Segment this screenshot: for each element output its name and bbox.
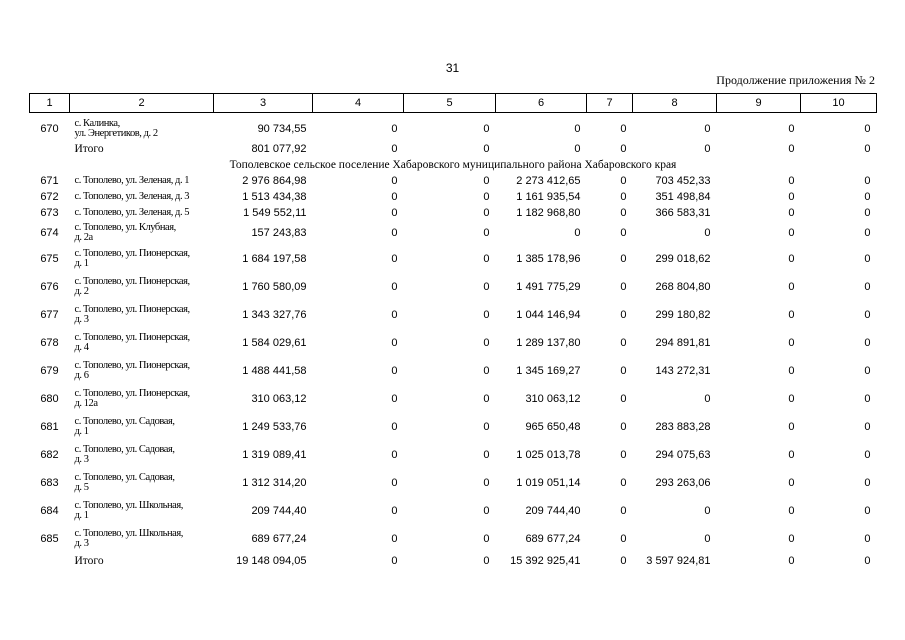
table-row [30,385,877,413]
address-line: с. Калинка, [74,118,120,129]
address-line: с. Тополево, ул. Зеленая, д. 5 [74,207,190,218]
address-line: д. 3 [74,314,89,325]
address-cell [70,385,214,413]
address-line: д. 3 [74,538,89,549]
value-cell: 157 243,83 [251,227,307,239]
value-cell: 0 [864,191,871,203]
value-cell: 1 343 327,76 [242,309,307,321]
address-cell [70,441,214,469]
value-cell: 0 [391,449,398,461]
address-line: с. Тополево, ул. Пионерская, [74,360,190,371]
value-cell: 0 [574,123,581,135]
value-cell: 0 [788,309,795,321]
value-cell: 0 [483,227,490,239]
value-cell: 0 [391,253,398,265]
address-cell [70,173,214,189]
value-cell: 2 976 864,98 [242,175,307,187]
value-cell: 0 [620,533,627,545]
address-line: д. 1 [74,426,89,437]
address-line: д. 2а [74,232,93,243]
value-cell: 0 [788,477,795,489]
value-cell: 351 498,84 [655,191,711,203]
value-cell: 0 [788,449,795,461]
table-row [30,221,877,245]
value-cell: 1 289 137,80 [516,337,581,349]
row-number [30,141,70,157]
table-row [30,245,877,273]
column-header: 3 [214,94,313,113]
value-cell: 283 883,28 [655,421,711,433]
table-row [30,357,877,385]
table-row [30,329,877,357]
value-cell: 0 [483,393,490,405]
address-line: д. 6 [74,370,89,381]
value-cell: 0 [391,191,398,203]
table-row [30,301,877,329]
column-header: 4 [313,94,404,113]
row-number: 674 [40,227,59,239]
value-cell: 0 [620,477,627,489]
value-cell: 965 650,48 [525,421,581,433]
value-cell: 0 [483,365,490,377]
appendix-table [29,93,877,569]
value-cell: 19 148 094,05 [236,555,307,567]
value-cell: 0 [483,175,490,187]
value-cell: 294 075,63 [655,449,711,461]
value-cell: 0 [788,421,795,433]
row-number: 682 [40,449,59,461]
address-line: с. Тополево, ул. Пионерская, [74,248,190,259]
value-cell: 1 182 968,80 [516,207,581,219]
value-cell: 0 [620,365,627,377]
value-cell: 0 [788,337,795,349]
value-cell: 0 [620,207,627,219]
address-line: ул. Энергетиков, д. 2 [74,128,158,139]
continuation-label: Продолжение приложения № 2 [716,73,875,87]
table-row [30,173,877,189]
address-cell [70,273,214,301]
value-cell: 0 [788,393,795,405]
address-line: с. Тополево, ул. Садовая, [74,416,175,427]
value-cell: 0 [620,253,627,265]
value-cell: 0 [788,207,795,219]
value-cell: 0 [391,421,398,433]
address-cell [70,301,214,329]
value-cell: 0 [788,175,795,187]
value-cell: 1 491 775,29 [516,281,581,293]
value-cell: 0 [620,143,627,155]
address-cell [70,245,214,273]
address-line: д. 1 [74,258,89,269]
address-line: с. Тополево, ул. Пионерская, [74,332,190,343]
value-cell: 0 [483,191,490,203]
value-cell: 0 [483,477,490,489]
value-cell: 1 345 169,27 [516,365,581,377]
value-cell: 0 [391,309,398,321]
value-cell: 0 [391,505,398,517]
column-header: 5 [404,94,496,113]
value-cell: 0 [704,505,711,517]
address-line: с. Тополево, ул. Зеленая, д. 1 [74,175,190,186]
value-cell: 1 385 178,96 [516,253,581,265]
value-cell: 0 [704,227,711,239]
value-cell: 0 [620,281,627,293]
address-line: с. Тополево, ул. Пионерская, [74,276,190,287]
value-cell: 1 488 441,58 [242,365,307,377]
table-body [30,113,877,570]
table-row [30,525,877,553]
value-cell: 209 744,40 [525,505,581,517]
value-cell: 0 [483,555,490,567]
value-cell: 0 [483,505,490,517]
value-cell: 90 734,55 [257,123,307,135]
row-number: 679 [40,365,59,377]
value-cell: 0 [391,143,398,155]
value-cell: 143 272,31 [655,365,711,377]
value-cell: 0 [620,191,627,203]
value-cell: 1 044 146,94 [516,309,581,321]
value-cell: 0 [788,253,795,265]
value-cell: 0 [864,227,871,239]
row-number: 676 [40,281,59,293]
value-cell: 15 392 925,41 [510,555,581,567]
value-cell: 0 [391,365,398,377]
value-cell: 1 019 051,14 [516,477,581,489]
value-cell: 703 452,33 [655,175,711,187]
row-number: 675 [40,253,59,265]
value-cell: 1 584 029,61 [242,337,307,349]
table-row [30,189,877,205]
value-cell: 0 [483,309,490,321]
address-line: с. Тополево, ул. Садовая, [74,472,175,483]
value-cell: 1 684 197,58 [242,253,307,265]
column-header: 1 [30,94,70,113]
table-row [30,469,877,497]
value-cell: 0 [483,143,490,155]
value-cell: 0 [574,227,581,239]
address-cell [70,205,214,221]
column-header: 10 [801,94,877,113]
value-cell: 0 [620,421,627,433]
value-cell: 0 [864,533,871,545]
value-cell: 0 [620,175,627,187]
value-cell: 0 [864,449,871,461]
section-header-row [30,157,877,173]
row-number: 680 [40,393,59,405]
value-cell: 0 [483,449,490,461]
value-cell: 2 273 412,65 [516,175,581,187]
value-cell: 294 891,81 [655,337,711,349]
value-cell: 293 263,06 [655,477,711,489]
table-row [30,497,877,525]
address-cell [70,469,214,497]
column-header: 6 [496,94,587,113]
value-cell: 268 804,80 [655,281,711,293]
value-cell: 0 [483,533,490,545]
value-cell: 0 [864,281,871,293]
address-line: д. 1 [74,510,89,521]
value-cell: 310 063,12 [525,393,581,405]
value-cell: 0 [620,449,627,461]
address-line: д. 4 [74,342,89,353]
address-line: д. 5 [74,482,89,493]
row-number: 683 [40,477,59,489]
total-label: Итого [74,555,104,567]
row-number: 681 [40,421,59,433]
value-cell: 0 [391,533,398,545]
table-row [30,441,877,469]
value-cell: 0 [864,123,871,135]
value-cell: 0 [864,337,871,349]
value-cell: 0 [864,143,871,155]
value-cell: 0 [864,555,871,567]
value-cell: 0 [483,421,490,433]
value-cell: 0 [704,143,711,155]
value-cell: 0 [620,227,627,239]
row-number: 672 [40,191,59,203]
value-cell: 0 [788,143,795,155]
row-number [30,553,70,569]
value-cell: 0 [864,365,871,377]
table-row [30,273,877,301]
value-cell: 0 [704,393,711,405]
value-cell: 0 [483,253,490,265]
address-cell [70,357,214,385]
header-row [30,94,877,113]
address-line: с. Тополево, ул. Школьная, [74,500,183,511]
value-cell: 0 [391,337,398,349]
value-cell: 0 [620,123,627,135]
value-cell: 0 [864,309,871,321]
value-cell: 0 [391,393,398,405]
value-cell: 0 [788,555,795,567]
value-cell: 0 [391,123,398,135]
value-cell: 0 [620,505,627,517]
value-cell: 299 018,62 [655,253,711,265]
row-number: 670 [40,123,59,135]
row-number: 678 [40,337,59,349]
address-cell [70,413,214,441]
row-number: 685 [40,533,59,545]
value-cell: 0 [483,337,490,349]
value-cell: 0 [483,207,490,219]
value-cell: 0 [788,123,795,135]
address-line: с. Тополево, ул. Клубная, [74,222,176,233]
value-cell: 0 [483,281,490,293]
value-cell: 0 [704,533,711,545]
value-cell: 0 [620,309,627,321]
column-header: 7 [587,94,633,113]
value-cell: 0 [864,421,871,433]
address-line: с. Тополево, ул. Пионерская, [74,304,190,315]
address-line: с. Тополево, ул. Зеленая, д. 3 [74,191,190,202]
row-number: 677 [40,309,59,321]
value-cell: 299 180,82 [655,309,711,321]
value-cell: 209 744,40 [251,505,307,517]
total-row [30,553,877,569]
value-cell: 1 161 935,54 [516,191,581,203]
value-cell: 1 312 314,20 [242,477,307,489]
row-number: 684 [40,505,59,517]
value-cell: 0 [864,207,871,219]
value-cell: 0 [864,505,871,517]
address-cell [70,329,214,357]
address-line: д. 12а [74,398,98,409]
address-line: д. 3 [74,454,89,465]
column-header: 8 [633,94,717,113]
value-cell: 0 [620,337,627,349]
value-cell: 0 [483,123,490,135]
value-cell: 801 077,92 [251,143,307,155]
value-cell: 689 677,24 [525,533,581,545]
value-cell: 366 583,31 [655,207,711,219]
column-header: 2 [70,94,214,113]
value-cell: 0 [864,477,871,489]
value-cell: 0 [620,393,627,405]
value-cell: 0 [391,175,398,187]
value-cell: 0 [864,393,871,405]
value-cell: 0 [574,143,581,155]
address-line: с. Тополево, ул. Садовая, [74,444,175,455]
value-cell: 0 [391,227,398,239]
value-cell: 0 [620,555,627,567]
address-line: д. 2 [74,286,89,297]
value-cell: 1 760 580,09 [242,281,307,293]
value-cell: 1 025 013,78 [516,449,581,461]
row-number: 671 [40,175,59,187]
row-number: 673 [40,207,59,219]
section-title: Тополевское сельское поселение Хабаровского муниципального района Хабаровского края [229,159,677,171]
table-row [30,205,877,221]
value-cell: 0 [788,281,795,293]
value-cell: 3 597 924,81 [646,555,711,567]
table-row [30,113,877,142]
value-cell: 1 549 552,11 [243,207,307,219]
table-row [30,413,877,441]
address-cell [70,525,214,553]
address-cell [70,189,214,205]
value-cell: 0 [788,533,795,545]
value-cell: 0 [391,281,398,293]
address-line: с. Тополево, ул. Школьная, [74,528,183,539]
value-cell: 1 249 533,76 [242,421,307,433]
value-cell: 0 [788,191,795,203]
table-header [30,94,877,113]
value-cell: 0 [391,555,398,567]
value-cell: 0 [788,505,795,517]
value-cell: 0 [788,227,795,239]
value-cell: 0 [391,207,398,219]
address-cell [70,221,214,245]
total-row [30,141,877,157]
value-cell: 310 063,12 [251,393,307,405]
total-label: Итого [74,143,104,155]
page-number: 31 [445,61,460,75]
column-header: 9 [717,94,801,113]
address-cell [70,113,214,142]
value-cell: 689 677,24 [251,533,307,545]
value-cell: 0 [864,253,871,265]
value-cell: 1 513 434,38 [242,191,307,203]
address-cell [70,497,214,525]
value-cell: 0 [864,175,871,187]
value-cell: 0 [788,365,795,377]
value-cell: 1 319 089,41 [242,449,307,461]
value-cell: 0 [391,477,398,489]
value-cell: 0 [704,123,711,135]
address-line: с. Тополево, ул. Пионерская, [74,388,190,399]
